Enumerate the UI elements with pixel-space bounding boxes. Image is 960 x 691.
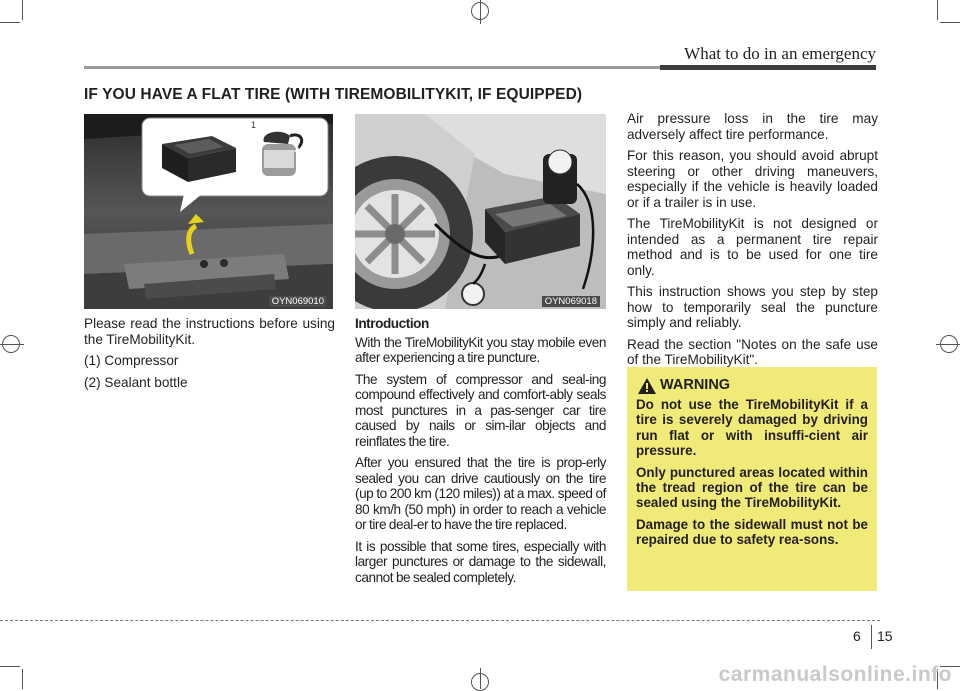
page-number: 15 xyxy=(877,628,893,644)
middle-column xyxy=(355,316,606,591)
paragraph: Read the section "Notes on the safe use of the TireMobilityKit". xyxy=(627,336,878,367)
paragraph: For this reason, you should avoid abrupt steering or other driving maneuvers, especially if the vehicle is heavily loaded or if a trailer is in use. xyxy=(627,148,878,210)
list-item: (2) Sealant bottle xyxy=(84,374,188,390)
crop-mark xyxy=(22,669,23,689)
registration-mark xyxy=(480,0,481,24)
callout-1: 1 xyxy=(251,120,257,130)
warning-title: WARNING xyxy=(660,377,731,393)
tire-mobility-kit-photo xyxy=(84,114,333,309)
paragraph: The TireMobilityKit is not designed or intended as a permanent tire repair method and is to be used for one tire only. xyxy=(627,216,878,278)
right-column xyxy=(627,111,878,374)
paragraph: It is possible that some tires, especially with larger punctures or damage to the sidewall, cannot be sealed completely. xyxy=(355,538,606,585)
footer-rule xyxy=(0,620,880,621)
section-title: What to do in an emergency xyxy=(684,44,876,63)
warning-paragraph: Only punctured areas located within the tread region of the tire can be sealed using the TireMobilityKit. xyxy=(636,464,868,511)
warning-paragraph: Damage to the sidewall must not be repaired due to safety rea-sons. xyxy=(636,516,868,548)
warning-box xyxy=(627,367,877,591)
watermark: carmanualsonline.info xyxy=(718,663,952,686)
page-number-divider xyxy=(871,625,872,649)
wheel-and-compressor-illustration xyxy=(355,114,606,309)
warning-paragraph: Do not use the TireMobilityKit if a tire is severely damaged by driving run flat or with insuffi-cient air pressure. xyxy=(636,397,868,459)
list-item: (1) Compressor xyxy=(84,353,179,368)
left-column xyxy=(84,316,335,396)
page-heading: IF YOU HAVE A FLAT TIRE (WITH TIREMOBILITYKIT, IF EQUIPPED) xyxy=(84,86,583,103)
header-rule-accent xyxy=(660,65,876,70)
registration-mark xyxy=(0,344,24,345)
subsection-heading: Introduction xyxy=(355,316,429,331)
paragraph: With the TireMobilityKit you stay mobile even after experiencing a tire puncture. xyxy=(355,334,606,365)
crop-mark xyxy=(937,0,938,20)
paragraph: Air pressure loss in the tire may adversely affect tire performance. xyxy=(627,111,878,142)
registration-mark xyxy=(480,668,481,689)
intro-text: Please read the instructions before using the TireMobilityKit. xyxy=(84,316,335,347)
crop-mark xyxy=(0,666,20,667)
registration-mark xyxy=(936,344,960,345)
chapter-number: 6 xyxy=(853,628,861,644)
callout-2: 2 xyxy=(294,144,300,154)
paragraph: This instruction shows you step by step how to temporarily seal the puncture simply and reliably. xyxy=(627,284,878,330)
crop-mark xyxy=(0,22,20,23)
figure-caption: OYN069018 xyxy=(542,296,600,307)
kit-connected-photo xyxy=(355,114,606,309)
paragraph: The system of compressor and seal-ing compound effectively and comfort-ably seals most punctures in a pas-senger car tire caused by nails or sim-ilar objects and reinflates the tire. xyxy=(355,371,606,449)
warning-triangle-icon xyxy=(637,377,657,395)
paragraph: After you ensured that the tire is prop-erly sealed you can drive cautiously on the tire (up to 200 km (120 miles)) at a max. speed of 80 km/h (50 mph) in order to reach a vehicle or tire deal-er to have the tire replaced. xyxy=(355,455,606,532)
crop-mark xyxy=(940,22,960,23)
figure-caption: OYN069010 xyxy=(269,296,327,307)
crop-mark xyxy=(22,0,23,20)
